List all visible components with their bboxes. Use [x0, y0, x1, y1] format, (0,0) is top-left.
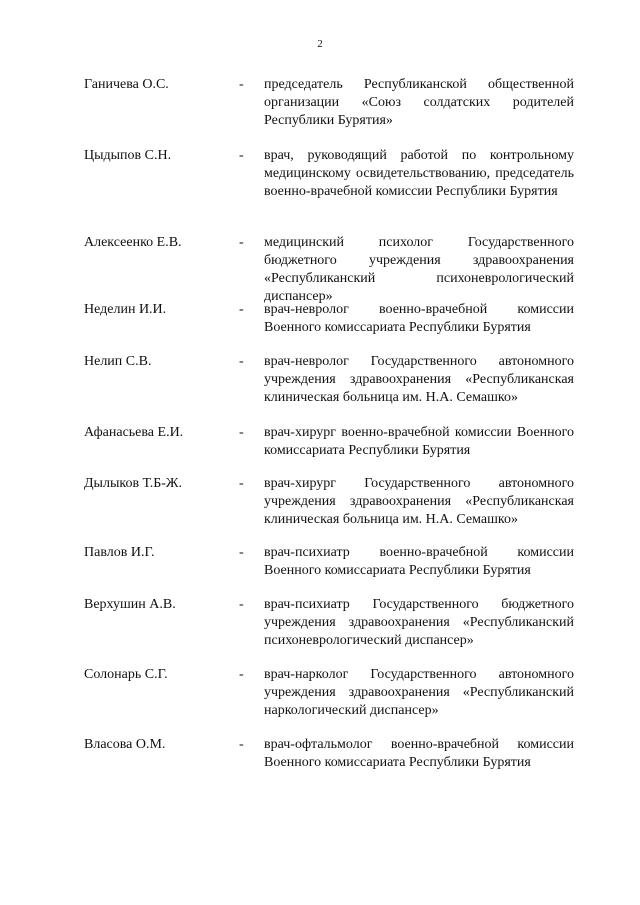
dash-separator: - [239, 354, 244, 369]
dash-separator: - [239, 148, 244, 163]
dash-separator: - [239, 77, 244, 92]
member-role: врач-невролог Государственного автономного учреждения здравоохранения «Республиканская клиническая больница им. Н.А. Семашко» [264, 354, 574, 405]
member-role: врач, руководящий работой по контрольному медицинскому освидетельствованию, председатель военно-врачебной комиссии Республики Бурятия [264, 148, 574, 199]
member-name: Павлов И.Г. [84, 545, 155, 560]
member-name: Алексеенко Е.В. [84, 235, 182, 250]
member-role: врач-офтальмолог военно-врачебной комиссии Военного комиссариата Республики Бурятия [264, 737, 574, 770]
member-role: врач-хирург военно-врачебной комиссии Военного комиссариата Республики Бурятия [264, 425, 574, 458]
member-role: врач-психиатр Государственного бюджетного учреждения здравоохранения «Республиканский психоневрологический диспансер» [264, 597, 574, 648]
member-name: Неделин И.И. [84, 302, 167, 317]
dash-separator: - [239, 737, 244, 752]
member-name: Ганичева О.С. [84, 77, 169, 92]
dash-separator: - [239, 545, 244, 560]
member-name: Дылыков Т.Б-Ж. [84, 476, 182, 491]
member-role: врач-психиатр военно-врачебной комиссии Военного комиссариата Республики Бурятия [264, 545, 574, 578]
dash-separator: - [239, 302, 244, 317]
member-role: врач-хирург Государственного автономного учреждения здравоохранения «Республиканская клиническая больница им. Н.А. Семашко» [264, 476, 574, 527]
member-role: председатель Республиканской общественной организации «Союз солдатских родителей Республики Бурятия» [264, 77, 574, 128]
dash-separator: - [239, 667, 244, 682]
member-role: врач-нарколог Государственного автономного учреждения здравоохранения «Республиканский наркологический диспансер» [264, 667, 574, 718]
dash-separator: - [239, 425, 244, 440]
member-role: врач-невролог военно-врачебной комиссии Военного комиссариата Республики Бурятия [264, 302, 574, 335]
dash-separator: - [239, 597, 244, 612]
member-name: Афанасьева Е.И. [84, 425, 184, 440]
member-name: Власова О.М. [84, 737, 166, 752]
member-name: Цыдыпов С.Н. [84, 148, 172, 163]
dash-separator: - [239, 476, 244, 491]
dash-separator: - [239, 235, 244, 250]
member-name: Нелип С.В. [84, 354, 152, 369]
member-name: Верхушин А.В. [84, 597, 176, 612]
member-role: медицинский психолог Государственного бюджетного учреждения здравоохранения «Республиканский психоневрологический диспансер» [264, 235, 574, 304]
member-name: Солонарь С.Г. [84, 667, 168, 682]
page-number: 2 [317, 38, 323, 50]
